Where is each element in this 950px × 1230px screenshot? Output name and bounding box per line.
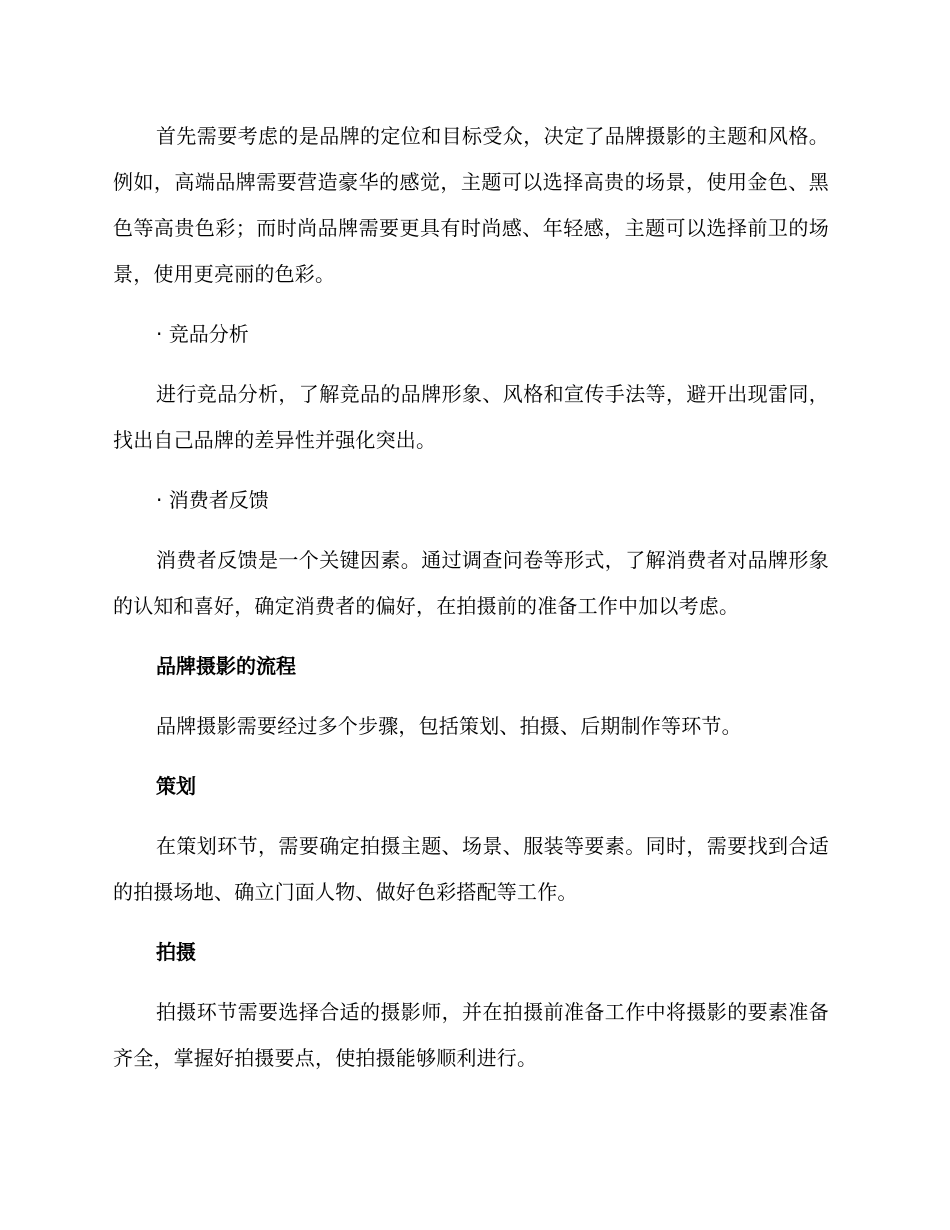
paragraph-competitor-analysis: 进行竞品分析，了解竞品的品牌形象、风格和宣传手法等，避开出现雷同，找出自己品牌的差异性并强化突出。 (113, 382, 829, 452)
bullet-consumer-feedback: · 消费者反馈 (156, 488, 269, 512)
paragraph-planning: 在策划环节，需要确定拍摄主题、场景、服装等要素。同时，需要找到合适的拍摄场地、确立门面人物、做好色彩搭配等工作。 (113, 834, 829, 904)
heading-planning: 策划 (156, 774, 196, 798)
paragraph-shooting: 拍摄环节需要选择合适的摄影师，并在拍摄前准备工作中将摄影的要素准备齐全，掌握好拍摄要点，使拍摄能够顺利进行。 (113, 1000, 829, 1070)
paragraph-brand-positioning: 首先需要考虑的是品牌的定位和目标受众，决定了品牌摄影的主题和风格。例如，高端品牌需要营造豪华的感觉，主题可以选择高贵的场景，使用金色、黑色等高贵色彩；而时尚品牌需要更具有时尚感、年轻感，主题可以选择前卫的场景，使用更亮丽的色彩。 (113, 124, 829, 286)
paragraph-consumer-feedback: 消费者反馈是一个关键因素。通过调查问卷等形式，了解消费者对品牌形象的认知和喜好，确定消费者的偏好，在拍摄前的准备工作中加以考虑。 (113, 548, 829, 618)
heading-shooting: 拍摄 (156, 940, 196, 964)
document-content (113, 113, 829, 1095)
paragraph-process-overview: 品牌摄影需要经过多个步骤，包括策划、拍摄、后期制作等环节。 (156, 714, 742, 738)
heading-brand-photography-process: 品牌摄影的流程 (156, 654, 296, 678)
bullet-competitor-analysis: · 竞品分析 (156, 322, 249, 346)
